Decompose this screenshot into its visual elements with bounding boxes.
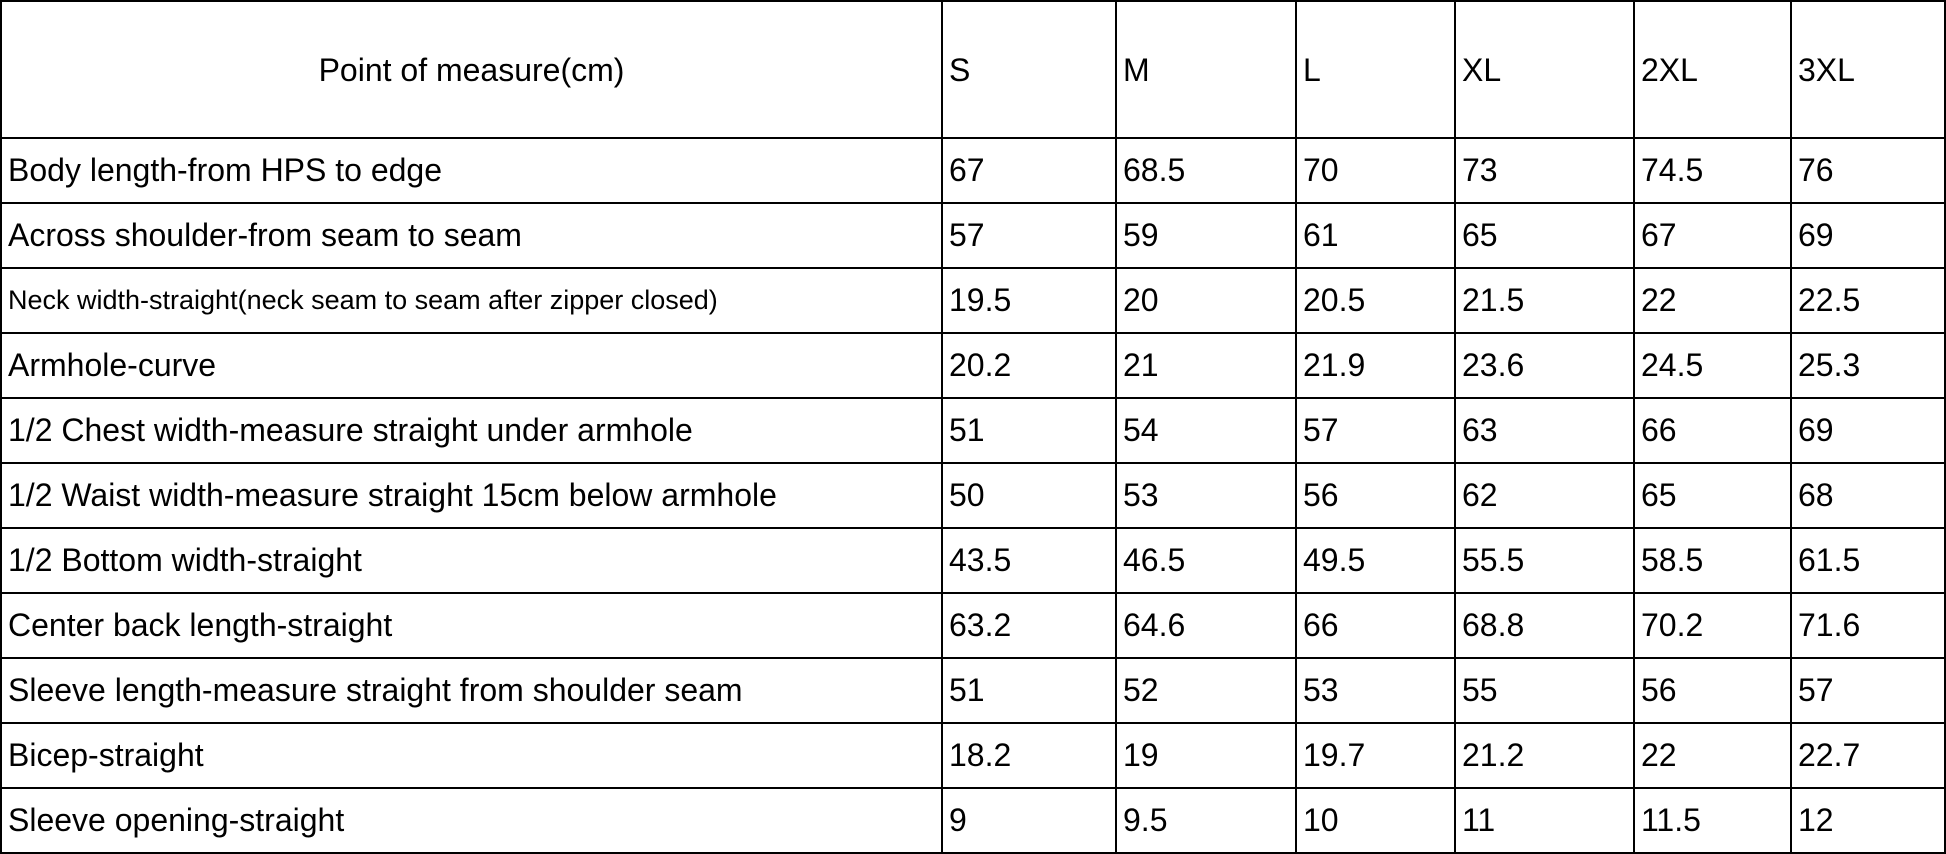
- measure-value: 20.2: [942, 333, 1116, 398]
- measure-value: 68.5: [1116, 138, 1296, 203]
- measure-value: 70.2: [1634, 593, 1791, 658]
- measure-label: Armhole-curve: [1, 333, 942, 398]
- measure-value: 11.5: [1634, 788, 1791, 853]
- measure-value: 50: [942, 463, 1116, 528]
- measure-value: 25.3: [1791, 333, 1945, 398]
- measure-label: Center back length-straight: [1, 593, 942, 658]
- measure-value: 61.5: [1791, 528, 1945, 593]
- table-row: [1, 203, 1945, 268]
- measure-value: 58.5: [1634, 528, 1791, 593]
- measure-value: 69: [1791, 203, 1945, 268]
- measure-value: 23.6: [1455, 333, 1634, 398]
- measure-value: 56: [1634, 658, 1791, 723]
- measure-value: 9.5: [1116, 788, 1296, 853]
- measure-value: 21: [1116, 333, 1296, 398]
- table-row: [1, 398, 1945, 463]
- measure-value: 46.5: [1116, 528, 1296, 593]
- measure-value: 24.5: [1634, 333, 1791, 398]
- measure-value: 21.2: [1455, 723, 1634, 788]
- measure-value: 22.7: [1791, 723, 1945, 788]
- measure-value: 71.6: [1791, 593, 1945, 658]
- measure-value: 53: [1296, 658, 1455, 723]
- size-header-2xl: 2XL: [1634, 1, 1791, 138]
- measure-value: 21.5: [1455, 268, 1634, 333]
- header-row: [1, 1, 1945, 138]
- measure-label: Bicep-straight: [1, 723, 942, 788]
- table-row: [1, 528, 1945, 593]
- measure-value: 59: [1116, 203, 1296, 268]
- measure-value: 57: [942, 203, 1116, 268]
- measure-value: 22.5: [1791, 268, 1945, 333]
- measure-value: 68: [1791, 463, 1945, 528]
- measure-value: 64.6: [1116, 593, 1296, 658]
- measure-label: Sleeve opening-straight: [1, 788, 942, 853]
- measure-value: 53: [1116, 463, 1296, 528]
- measure-label: Body length-from HPS to edge: [1, 138, 942, 203]
- measure-value: 67: [1634, 203, 1791, 268]
- measure-value: 65: [1634, 463, 1791, 528]
- measure-value: 70: [1296, 138, 1455, 203]
- measure-value: 21.9: [1296, 333, 1455, 398]
- point-of-measure-header: Point of measure(cm): [1, 1, 942, 138]
- measure-value: 20: [1116, 268, 1296, 333]
- measure-value: 54: [1116, 398, 1296, 463]
- measure-value: 9: [942, 788, 1116, 853]
- measure-value: 61: [1296, 203, 1455, 268]
- measure-value: 19: [1116, 723, 1296, 788]
- measure-value: 57: [1791, 658, 1945, 723]
- table-row: [1, 723, 1945, 788]
- table-row: [1, 333, 1945, 398]
- measure-value: 74.5: [1634, 138, 1791, 203]
- measure-label: 1/2 Chest width-measure straight under armhole: [1, 398, 942, 463]
- measure-label: Across shoulder-from seam to seam: [1, 203, 942, 268]
- table-row: [1, 593, 1945, 658]
- measure-label: 1/2 Bottom width-straight: [1, 528, 942, 593]
- table-row: [1, 268, 1945, 333]
- measure-value: 49.5: [1296, 528, 1455, 593]
- measure-value: 51: [942, 658, 1116, 723]
- measure-value: 65: [1455, 203, 1634, 268]
- table-row: [1, 658, 1945, 723]
- size-header-xl: XL: [1455, 1, 1634, 138]
- measure-value: 73: [1455, 138, 1634, 203]
- measure-value: 63: [1455, 398, 1634, 463]
- measure-value: 66: [1634, 398, 1791, 463]
- measure-value: 19.7: [1296, 723, 1455, 788]
- measure-value: 11: [1455, 788, 1634, 853]
- measure-value: 55.5: [1455, 528, 1634, 593]
- measure-value: 52: [1116, 658, 1296, 723]
- table-row: [1, 788, 1945, 853]
- measure-value: 66: [1296, 593, 1455, 658]
- measure-value: 76: [1791, 138, 1945, 203]
- measure-value: 69: [1791, 398, 1945, 463]
- table-row: [1, 138, 1945, 203]
- table-row: [1, 463, 1945, 528]
- measure-value: 12: [1791, 788, 1945, 853]
- measure-value: 43.5: [942, 528, 1116, 593]
- measure-value: 56: [1296, 463, 1455, 528]
- measure-value: 22: [1634, 723, 1791, 788]
- size-header-3xl: 3XL: [1791, 1, 1945, 138]
- measure-value: 51: [942, 398, 1116, 463]
- measure-value: 63.2: [942, 593, 1116, 658]
- measure-value: 68.8: [1455, 593, 1634, 658]
- measure-label: 1/2 Waist width-measure straight 15cm below armhole: [1, 463, 942, 528]
- measure-value: 18.2: [942, 723, 1116, 788]
- measure-value: 67: [942, 138, 1116, 203]
- size-header-l: L: [1296, 1, 1455, 138]
- size-header-s: S: [942, 1, 1116, 138]
- measure-value: 10: [1296, 788, 1455, 853]
- size-header-m: M: [1116, 1, 1296, 138]
- measure-label: Sleeve length-measure straight from shoulder seam: [1, 658, 942, 723]
- measure-label: Neck width-straight(neck seam to seam after zipper closed): [1, 268, 942, 333]
- measure-value: 62: [1455, 463, 1634, 528]
- measure-value: 20.5: [1296, 268, 1455, 333]
- measure-value: 57: [1296, 398, 1455, 463]
- measure-value: 55: [1455, 658, 1634, 723]
- measure-value: 19.5: [942, 268, 1116, 333]
- measure-value: 22: [1634, 268, 1791, 333]
